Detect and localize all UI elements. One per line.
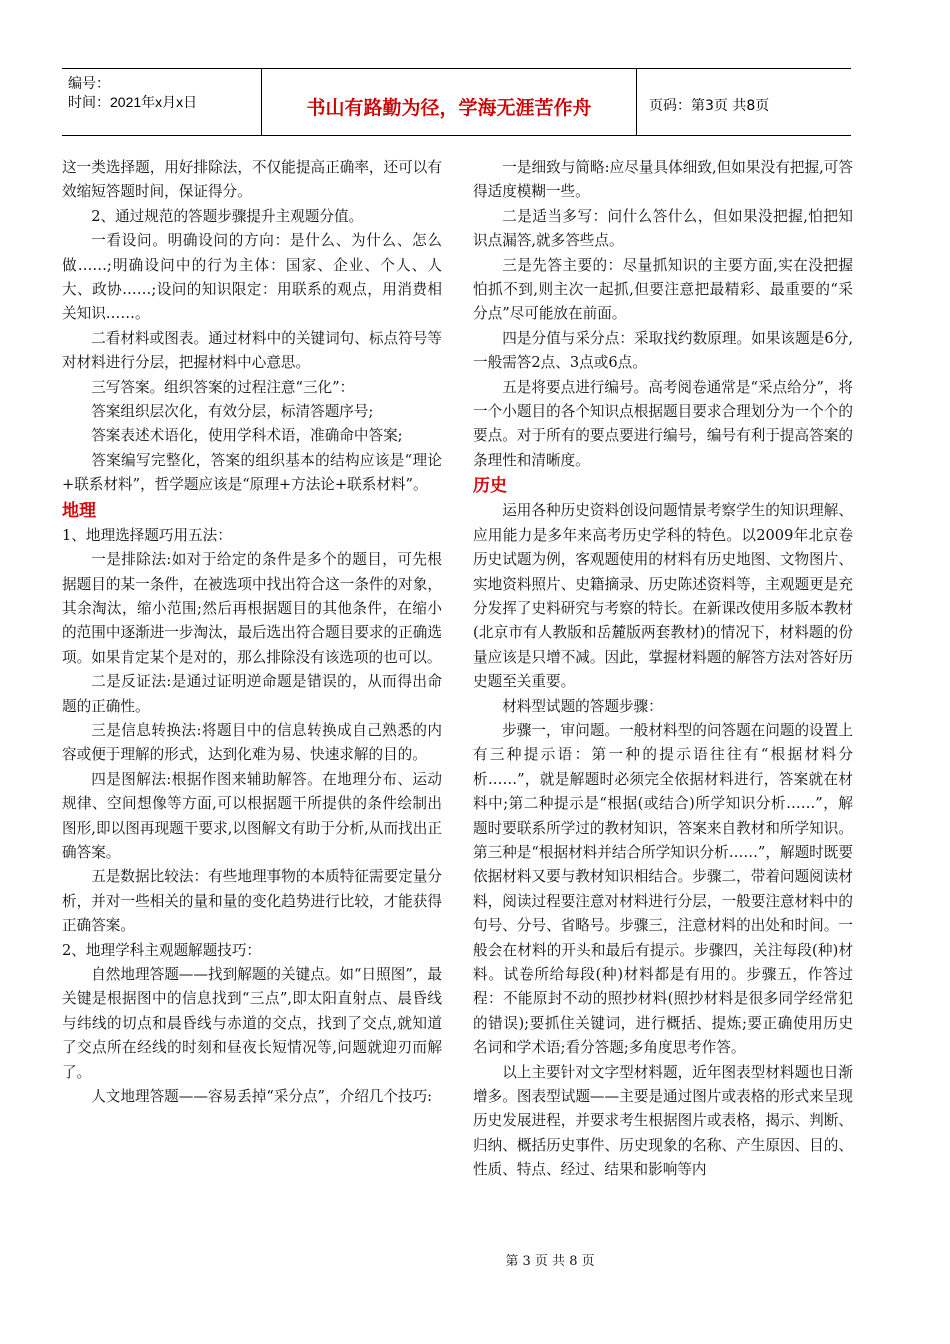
paragraph: 三是信息转换法:将题目中的信息转换成自己熟悉的内容或便于理解的形式，达到化难为易、快速求解的目的。 (62, 721, 442, 764)
paragraph: 答案组织层次化，有效分层，标清答题序号; (91, 403, 374, 421)
paragraph: 2、通过规范的答题步骤提升主观题分值。 (91, 207, 364, 225)
paragraph: 运用各种历史资料创设问题情景考察学生的知识理解、应用能力是多年来高考历史学科的特色。以2009年北京卷历史试题为例，客观题使用的材料有历史地图、文物图片、实地资料照片、史籍摘录、历史陈述资料等，主观题更是充分发挥了史料研究与考察的特长。在新课改使用多版本教材(北京市有人教版和岳麓版两套教材)的情况下，材料题的份量应该是只增不减。因此，掌握材料题的解答方法对答好历史题至关重要。 (473, 502, 853, 691)
paragraph: 五是将要点进行编号。高考阅卷通常是“采点给分”，将一个小题目的各个知识点根据题目要求合理划分为一个个的要点。对于所有的要点要进行编号，编号有利于提高答案的条理性和清晰度。 (473, 378, 853, 469)
paragraph: 人文地理答题——容易丢掉“采分点”，介绍几个技巧: (91, 1088, 433, 1106)
paragraph: 答案表述术语化，使用学科术语，准确命中答案; (91, 427, 403, 445)
paragraph: 四是图解法:根据作图来辅助解答。在地理分布、运动规律、空间想像等方面,可以根据题干所提供的条件绘制出图形,即以图再现题干要求,以图解文有助于分析,从而找出正确答案。 (62, 770, 442, 861)
paragraph: 二是反证法:是通过证明逆命题是错误的，从而得出命题的正确性。 (62, 673, 442, 715)
header-motto-cell (262, 69, 637, 135)
paragraph: 答案编写完整化，答案的组织基本的结构应该是“理论+联系材料”，哲学题应该是“原理+方法论+联系材料”。 (62, 451, 442, 494)
paragraph: 1、地理选择题巧用五法： (62, 526, 232, 544)
paragraph: 五是数据比较法：有些地理事物的本质特征需要定量分析，并对一些相关的量和量的变化趋势进行比较，才能获得正确答案。 (62, 868, 442, 935)
header-page-cell (637, 69, 851, 135)
header-meta-cell (62, 69, 262, 135)
paragraph: 三写答案。组织答案的过程注意“三化”： (91, 378, 355, 396)
paragraph: 四是分值与采分点：采取找约数原理。如果该题是6分,一般需答2点、3点或6点。 (473, 329, 853, 372)
paragraph: 一看设问。明确设问的方向：是什么、为什么、怎么做……;明确设问中的行为主体：国家、企业、个人、人大、政协……;设问的知识限定：用联系的观点，用消费相关知识……。 (62, 232, 442, 323)
paragraph: 以上主要针对文字型材料题，近年图表型材料题也日渐增多。图表型试题——主要是通过图片或表格的形式来呈现历史发展进程，并要求考生根据图片或表格，揭示、判断、归纳、概括历史事件、历史现象的名称、产生原因、目的、性质、特点、经过、结果和影响等内 (473, 1063, 853, 1179)
page-footer: 第 3 页 共 8 页 (505, 1254, 595, 1269)
paragraph: 2、地理学科主观题解题技巧： (62, 941, 262, 959)
doc-time-label: 时间：2021年x月x日 (68, 94, 198, 110)
doc-number-label: 编号： (68, 75, 110, 91)
paragraph: 二是适当多写：问什么答什么，但如果没把握,怕把知识点漏答,就多答些点。 (473, 207, 853, 250)
right-column (473, 156, 853, 1183)
section-heading: 历史 (473, 476, 507, 497)
paragraph: 这一类选择题，用好排除法，不仅能提高正确率，还可以有效缩短答题时间，保证得分。 (62, 159, 442, 201)
left-column (62, 156, 442, 1109)
paragraph: 一是排除法:如对于给定的条件是多个的题目，可先根据题目的某一条件，在被选项中找出符合这一条件的对象，其余淘汰，缩小范围;然后再根据题目的其他条件，在缩小的范围中逐渐进一步淘汰，最后选出符合题目要求的正确选项。如果肯定某个是对的，那么排除没有该选项的也可以。 (62, 551, 442, 666)
paragraph: 步骤一，审问题。一般材料型的问答题在问题的设置上有三种提示语：第一种的提示语往往有“根据材料分析……”，就是解题时必须完全依据材料进行，答案就在材料中;第二种提示是“根据(或结合)所学知识分析……”，解题时要联系所学过的教材知识，答案来自教材和所学知识。第三种是“根据材料并结合所学知识分析……”，解题时既要依据材料又要与教材知识相结合。步骤二，带着问题阅读材料，阅读过程要注意对材料进行分层，一般要注意材料中的句号、分号、省略号。步骤三，注意材料的出处和时间。一般会在材料的开头和最后有提示。步骤四，关注每段(种)材料。试卷所给每段(种)材料都是有用的。步骤五，作答过程：不能原封不动的照抄材料(照抄材料是很多同学经常犯的错误);要抓住关键词，进行概括、提炼;要正确使用历史名词和学术语;看分答题;多角度思考作答。 (473, 721, 853, 1057)
paragraph: 三是先答主要的：尽量抓知识的主要方面,实在没把握怕抓不到,则主次一起抓,但要注意把最精彩、最重要的“采分点”尽可能放在前面。 (473, 256, 853, 323)
paragraph: 材料型试题的答题步骤： (502, 697, 663, 715)
paragraph: 自然地理答题——找到解题的关键点。如“日照图”，最关键是根据图中的信息找到“三点”,即太阳直射点、晨昏线与纬线的切点和晨昏线与赤道的交点，找到了交点,就知道了交点所在经线的时刻和昼夜长短情况等,问题就迎刃而解了。 (62, 966, 442, 1081)
section-heading: 地理 (62, 500, 96, 521)
paragraph: 二看材料或图表。通过材料中的关键词句、标点符号等对材料进行分层，把握材料中心意思。 (62, 329, 442, 372)
header-motto: 书山有路勤为径，学海无涯苦作舟 (306, 97, 592, 119)
page-header (62, 68, 851, 136)
header-page-number: 页码：第3页 共8页 (649, 98, 770, 114)
paragraph: 一是细致与简略:应尽量具体细致,但如果没有把握,可答得适度模糊一些。 (473, 159, 853, 201)
